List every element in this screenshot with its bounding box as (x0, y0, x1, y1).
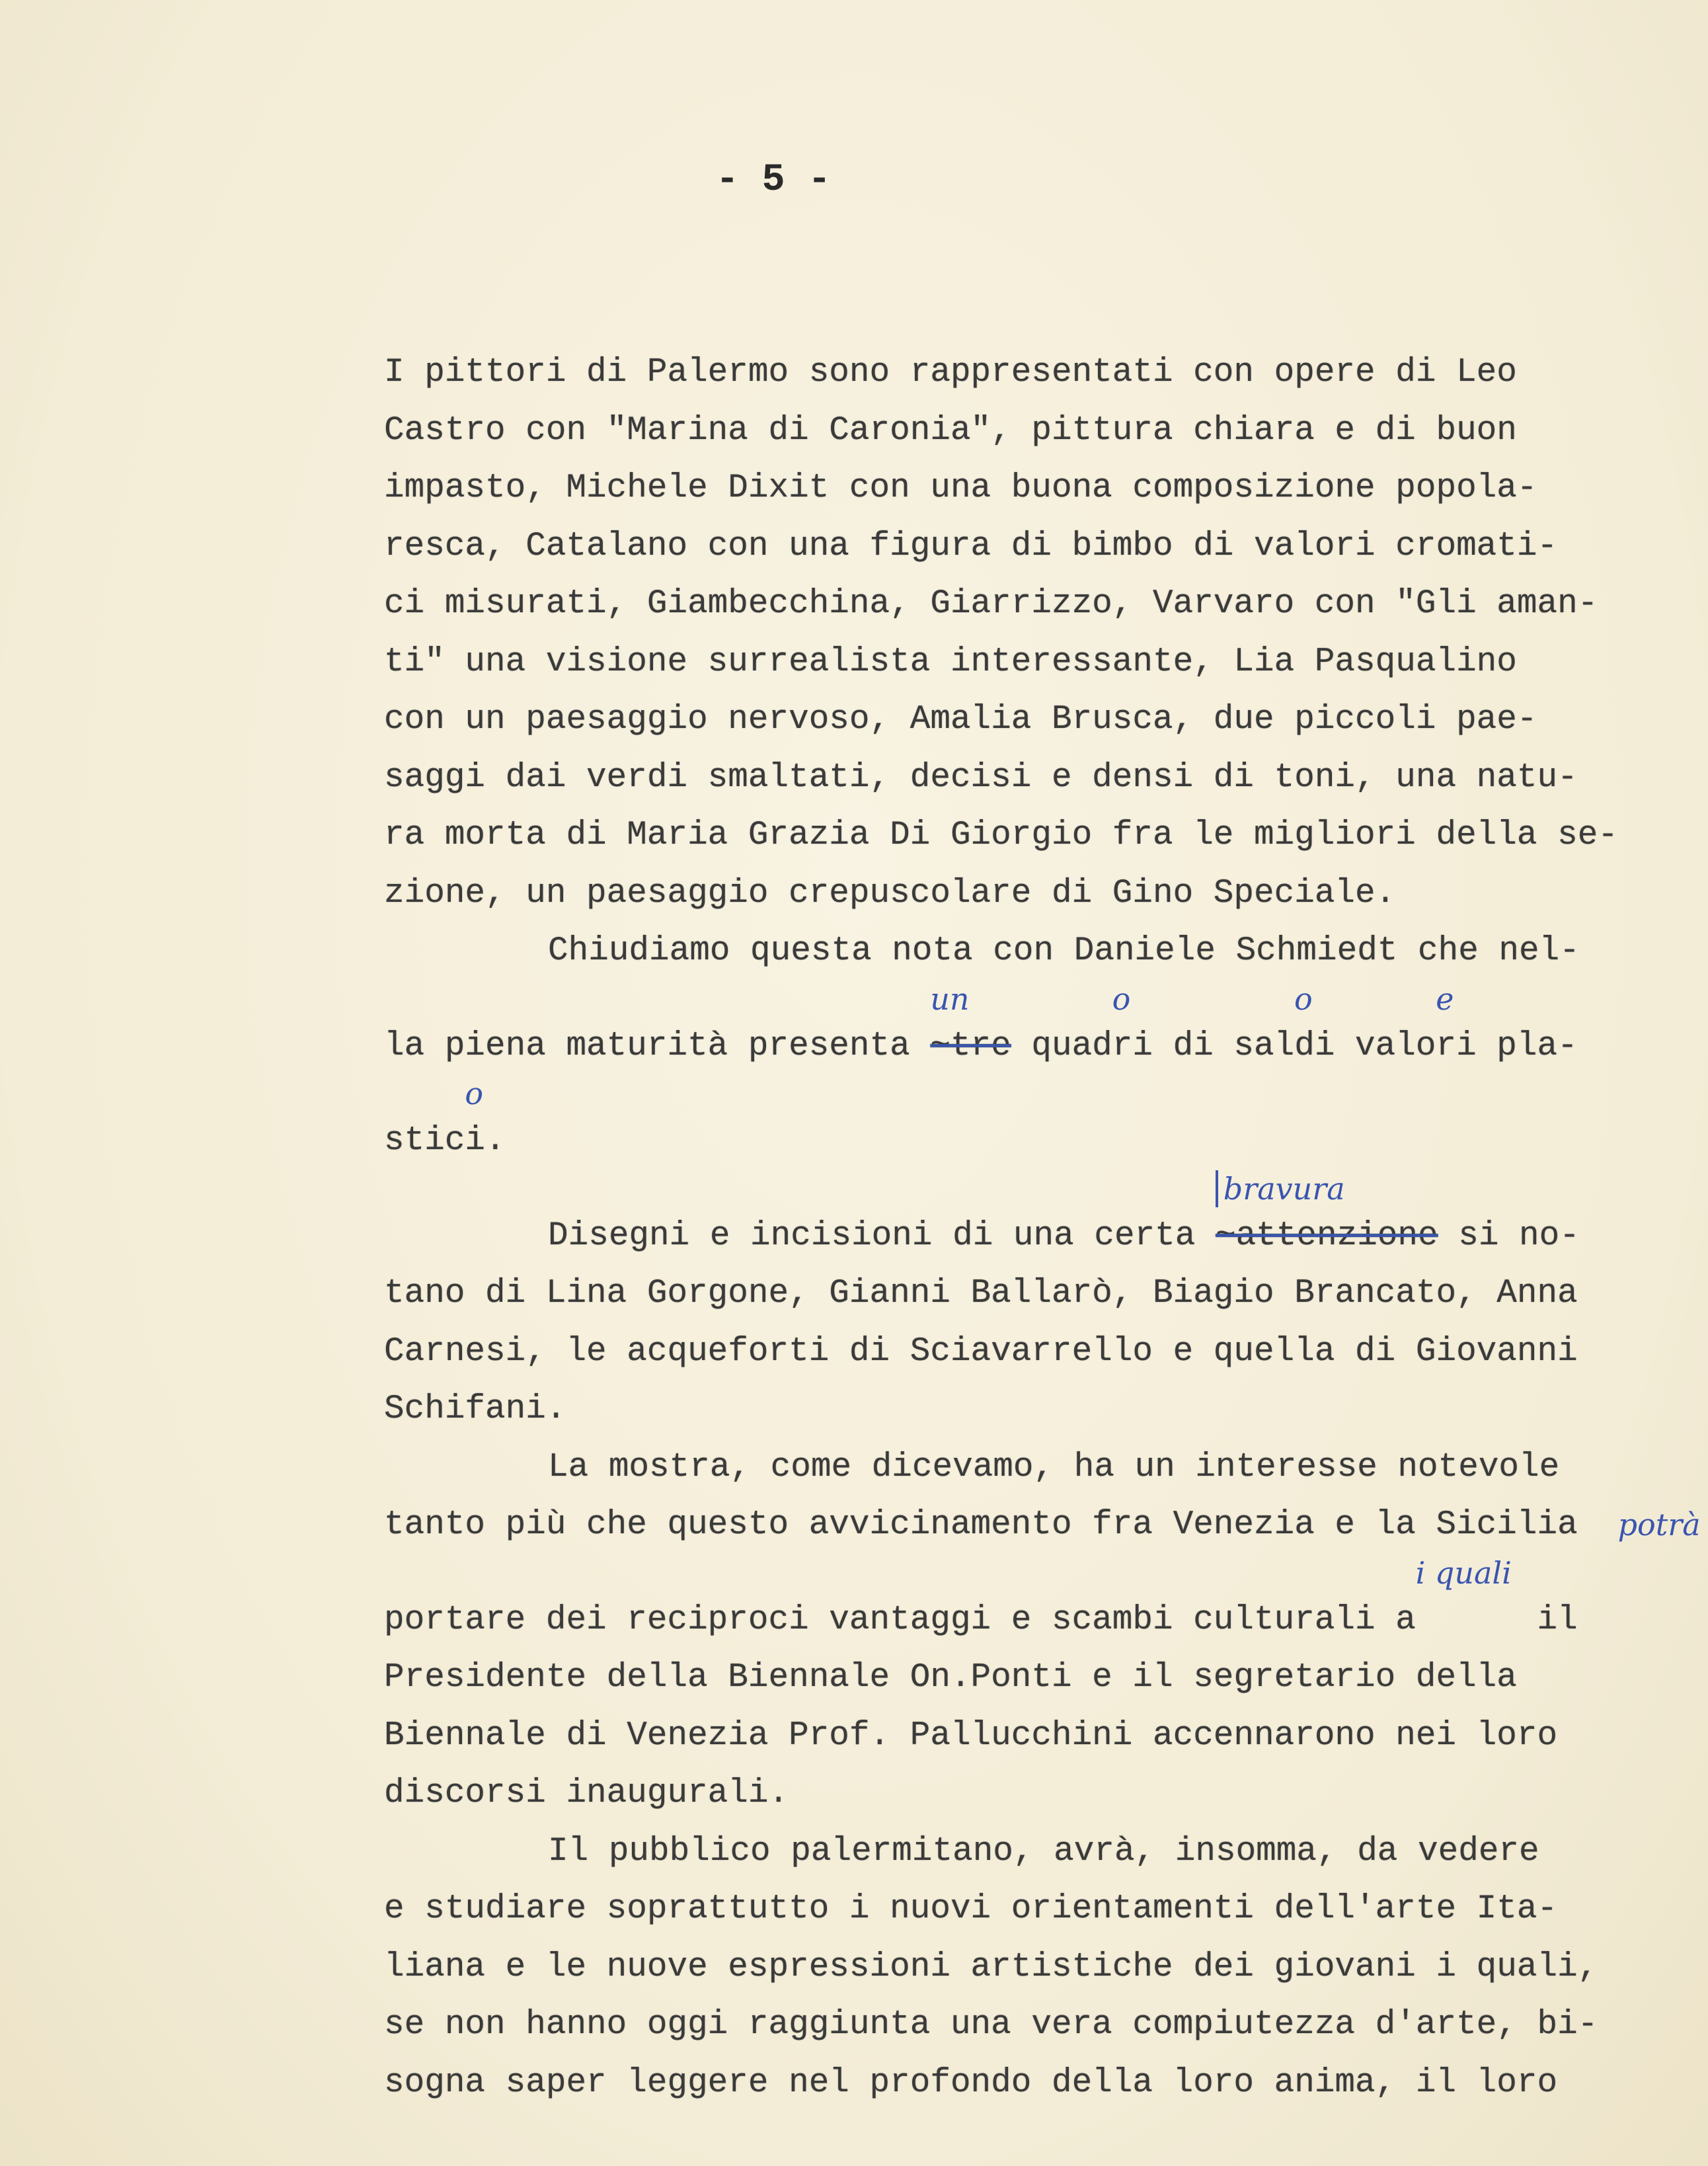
text-line (384, 2054, 1673, 2112)
text-segment: se non hanno oggi raggiunta una vera compiutezza d'arte, bi- (384, 2006, 1598, 2044)
text-line (384, 518, 1673, 576)
text-segment: liana e le nuove espressioni artistiche dei giovani i quali, (384, 1948, 1598, 1986)
text-segment: discorsi inaugurali. (384, 1775, 789, 1812)
text-line (384, 691, 1673, 749)
text-segment: con un paesaggio nervoso, Amalia Brusca, due piccoli pae- (384, 701, 1537, 739)
text-segment: tano di Lina Gorgone, Gianni Ballarò, Biagio Brancato, Anna (384, 1275, 1578, 1312)
handwritten-correction: o (1112, 981, 1131, 1017)
struck-word: ~tre (930, 1027, 1011, 1065)
handwritten-correction: e (1436, 981, 1454, 1017)
text-line (384, 865, 1673, 923)
text-line (384, 1707, 1673, 1765)
text-line (384, 1880, 1673, 1939)
text-line (384, 749, 1673, 807)
text-segment: quadri di saldi valori pla- (1011, 1027, 1578, 1065)
text-segment: Disegni e incisioni di una certa (548, 1217, 1216, 1255)
text-segment: la piena maturità presenta (384, 1027, 931, 1065)
text-line (384, 633, 1673, 692)
text-line (384, 1496, 1701, 1554)
text-segment: Castro con "Marina di Caronia", pittura chiara e di buon (384, 411, 1517, 450)
text-line (384, 460, 1673, 518)
text-segment: ci misurati, Giambecchina, Giarrizzo, Varvaro con "Gli aman- (384, 585, 1598, 623)
text-segment: portare dei reciproci vantaggi e scambi culturali a il (384, 1601, 1578, 1639)
text-line (384, 1765, 1673, 1823)
text-segment: ti" una visione surrealista interessante, Lia Pasqualino (384, 643, 1517, 681)
text-line (384, 344, 1673, 402)
handwritten-correction: un (930, 981, 970, 1017)
page-number: - 5 - (715, 159, 832, 202)
handwritten-correction-row (384, 1170, 1673, 1207)
text-segment: I pittori di Palermo sono rappresentati con opere di Leo (384, 354, 1517, 391)
text-line (384, 1323, 1673, 1381)
text-line (384, 1207, 1673, 1265)
text-line (384, 1939, 1673, 1997)
text-line (384, 1439, 1673, 1497)
text-line (384, 1996, 1673, 2054)
text-segment: stici. (384, 1122, 506, 1160)
text-segment: resca, Catalano con una figura di bimbo di valori cromati- (384, 527, 1558, 565)
handwritten-correction: i quali (1415, 1554, 1512, 1591)
text-segment: impasto, Michele Dixit con una buona composizione popola- (384, 469, 1537, 507)
typed-text-body (384, 344, 1701, 2112)
handwritten-correction-row (384, 1554, 1673, 1591)
text-segment: e studiare soprattutto i nuovi orientamenti dell'arte Ita- (384, 1890, 1558, 1928)
text-line (384, 1591, 1673, 1650)
text-segment: Schifani. (384, 1390, 566, 1428)
text-segment: Chiudiamo questa nota con Daniele Schmiedt che nel- (548, 932, 1580, 970)
text-segment: tanto più che questo avvicinamento fra Venezia e la Sicilia (384, 1506, 1578, 1544)
handwritten-correction: bravura (1216, 1170, 1345, 1207)
text-line (384, 922, 1673, 981)
text-segment: Presidente della Biennale On.Ponti e il segretario della (384, 1659, 1517, 1697)
text-segment: Biennale di Venezia Prof. Pallucchini accennarono nei loro (384, 1716, 1558, 1755)
handwritten-correction: o (465, 1076, 484, 1111)
text-line (384, 1381, 1673, 1439)
text-segment: Il pubblico palermitano, avrà, insomma, da vedere (548, 1832, 1539, 1870)
handwritten-correction-row (384, 981, 1673, 1018)
struck-word: ~attenzione (1215, 1217, 1438, 1255)
handwritten-correction: potrà (1617, 1507, 1701, 1543)
text-line (384, 1649, 1673, 1707)
text-segment: ra morta di Maria Grazia Di Giorgio fra le migliori della se- (384, 817, 1618, 854)
text-line (384, 1018, 1673, 1076)
handwritten-correction-row (384, 1075, 1673, 1112)
text-segment: La mostra, come dicevamo, ha un interesse notevole (548, 1448, 1560, 1486)
text-line (384, 1823, 1673, 1881)
text-line (384, 1265, 1673, 1323)
text-line (384, 807, 1673, 865)
handwritten-correction: o (1294, 981, 1313, 1017)
text-line (384, 1112, 1673, 1170)
text-segment: si no- (1438, 1217, 1580, 1255)
text-line (384, 402, 1673, 460)
text-segment: sogna saper leggere nel profondo della loro anima, il loro (384, 2064, 1558, 2102)
text-segment: zione, un paesaggio crepuscolare di Gino Speciale. (384, 874, 1396, 912)
text-segment: saggi dai verdi smaltati, decisi e densi di toni, una natu- (384, 758, 1578, 797)
text-line (384, 575, 1673, 633)
text-segment: Carnesi, le acqueforti di Sciavarrello e quella di Giovanni (384, 1332, 1578, 1371)
